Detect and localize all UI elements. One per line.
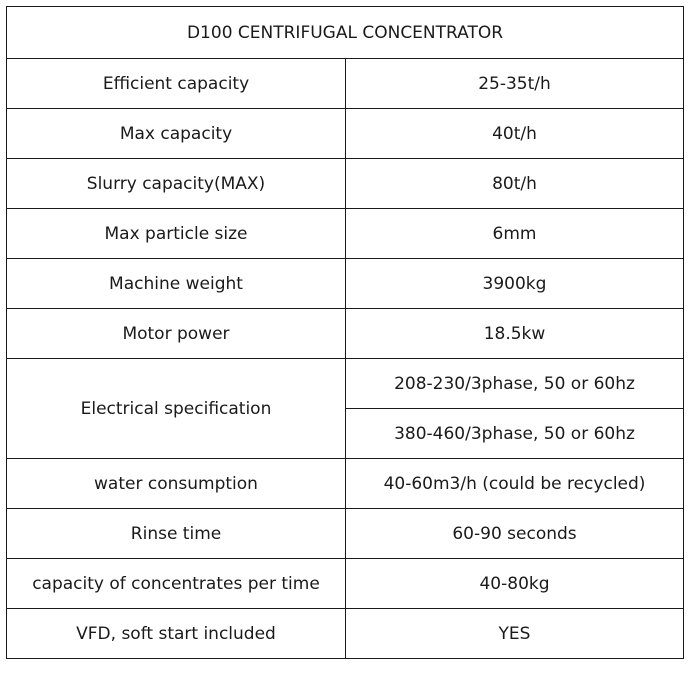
spec-value: 3900kg	[346, 259, 684, 309]
spec-label: capacity of concentrates per time	[7, 559, 346, 609]
table-row	[7, 609, 684, 659]
electrical-value: 380-460/3phase, 50 or 60hz	[346, 409, 684, 459]
spec-label: VFD, soft start included	[7, 609, 346, 659]
table-title: D100 CENTRIFUGAL CONCENTRATOR	[7, 7, 684, 59]
spec-value: 40-60m3/h (could be recycled)	[346, 459, 684, 509]
spec-label: Efficient capacity	[7, 59, 346, 109]
spec-value: 25-35t/h	[346, 59, 684, 109]
spec-value: 40-80kg	[346, 559, 684, 609]
spec-value: 80t/h	[346, 159, 684, 209]
title-row	[7, 7, 684, 59]
spec-value: 60-90 seconds	[346, 509, 684, 559]
table-row	[7, 59, 684, 109]
electrical-value: 208-230/3phase, 50 or 60hz	[346, 359, 684, 409]
spec-value: YES	[346, 609, 684, 659]
table-row	[7, 109, 684, 159]
spec-value: 40t/h	[346, 109, 684, 159]
spec-label: Motor power	[7, 309, 346, 359]
table-row	[7, 259, 684, 309]
table-row	[7, 509, 684, 559]
spec-label: Slurry capacity(MAX)	[7, 159, 346, 209]
spec-label: Machine weight	[7, 259, 346, 309]
table-row	[7, 309, 684, 359]
spec-label: Max capacity	[7, 109, 346, 159]
table-row	[7, 209, 684, 259]
spec-label: Rinse time	[7, 509, 346, 559]
spec-value: 18.5kw	[346, 309, 684, 359]
table-row	[7, 159, 684, 209]
spec-value: 6mm	[346, 209, 684, 259]
table-row	[7, 459, 684, 509]
table-row	[7, 559, 684, 609]
table-row	[7, 359, 684, 409]
spec-label: Max particle size	[7, 209, 346, 259]
electrical-label: Electrical specification	[7, 359, 346, 459]
spec-label: water consumption	[7, 459, 346, 509]
spec-table	[6, 6, 684, 659]
